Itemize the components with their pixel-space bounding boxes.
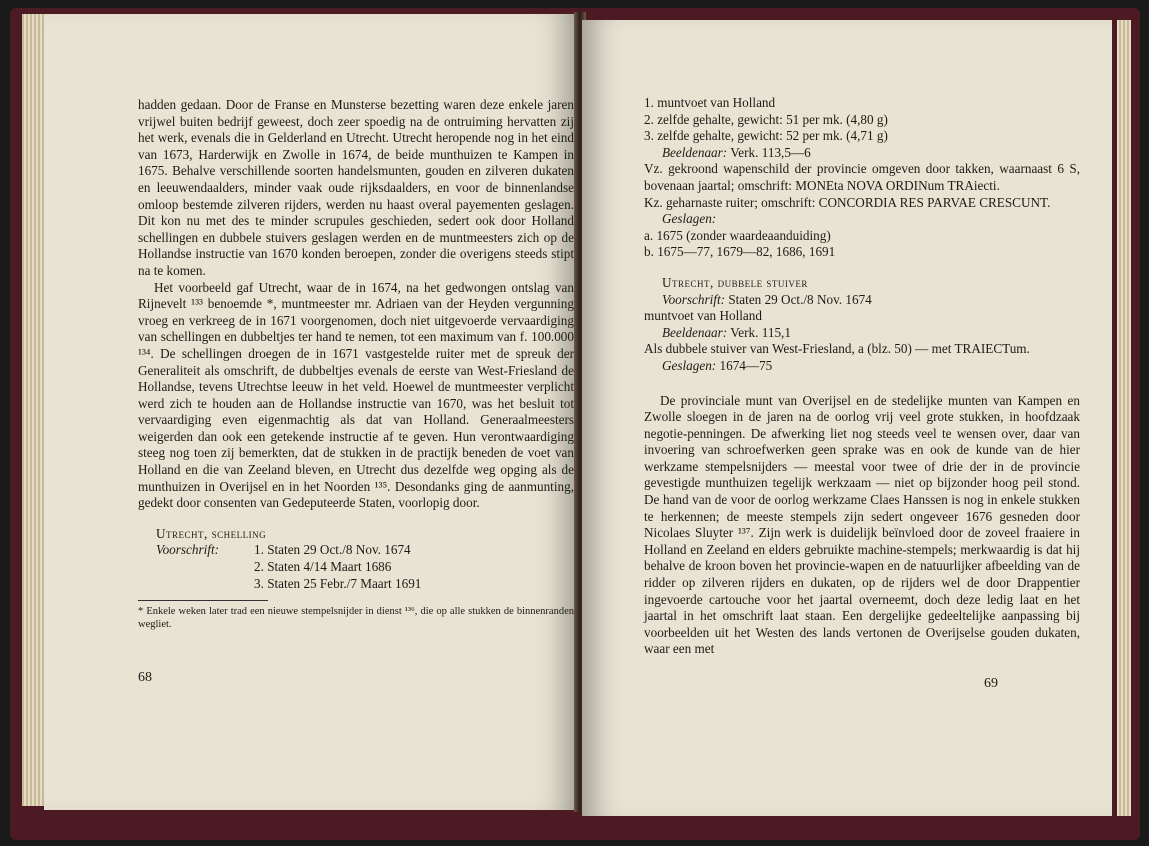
left-text-block: [138, 97, 574, 631]
vz-description: Vz. gekroond wapenschild der provincie omgeven door takken, waarnaast 6 S, bovenaan jaartal; omschrift: MONEta NOVA ORDINum TRAiecti.: [644, 161, 1080, 193]
voorschrift-row-3: [138, 576, 574, 593]
left-page: [44, 14, 576, 810]
voorschrift-row-2: [138, 559, 574, 576]
s2-muntvoet: muntvoet van Holland: [644, 308, 762, 324]
list-item: 1. muntvoet van Holland: [644, 95, 776, 110]
section2-title: Utrecht, dubbele stuiver: [662, 274, 808, 290]
footnote-divider: [138, 600, 268, 601]
section-title: Utrecht, schelling: [156, 525, 267, 541]
page-edges-left: [22, 14, 44, 806]
voorschrift-item: 1. Staten 29 Oct./8 Nov. 1674: [254, 542, 411, 558]
s2-beeldenaar-line: Beeldenaar: Verk. 115,1: [662, 324, 791, 340]
s2-geslagen-line: Geslagen: 1674—75: [662, 357, 773, 373]
geslagen-item: a. 1675 (zonder waardeaanduiding): [644, 227, 831, 243]
paragraph-2: Het voorbeeld gaf Utrecht, waar de in 1674, na het gedwongen ontslag van Rijnevelt ¹³³ benoemde *, muntmeester mr. Adriaen van der Heyden vergunning vroeg en verkreeg de in 1671 voorgenomen, doch niet uitgevoerde vervaardiging van schellingen en dubbeltjes ter hand te nemen, tot een maximum van f. 100.000 ¹³⁴. De schellingen droegen de in 1671 vastgestelde ruiter met de spreuk der Generaliteit als omschrift, de dubbeltjes evenals de eerste van West-Friesland de Hollandse, tevens Utrechtse leeuw in het veld. Hoewel de muntmeester verplicht werd zich te houden aan de Hollandse instructie van 1670, was het besluit tot vervaardiging even eigenmachtig als dat van Holland. Generaalmeesters weigerden dan ook een getekende instructie af te geven. Hun verontwaardiging steeg nog toen zij bemerkten, dat de stukken in de practijk beneden de voet van Holland en die van Zeeland bleven, en Utrecht dus dezelfde weg opging als de munthuizen in Overijsel en in het Noorden ¹³⁵. Desondanks ging de aanmunting, gedekt door consenten van Gedeputeerde Staten, voorlopig door.: [138, 279, 574, 511]
page-number-right: 69: [984, 676, 998, 691]
section-schelling: [138, 526, 574, 592]
right-page: [582, 20, 1112, 816]
right-text-block: [644, 95, 1080, 658]
paragraph-3: De provinciale munt van Overijsel en de stedelijke munten van Kampen en Zwolle sloegen in de jaren na de oorlog vrij veel grote stukken, in hoofdzaak negotie-penningen. De afwerking liet nog steeds veel te wensen over, daar van invoering van schroefwerken geen sprake was en ook de kunde van de hier werkzame stempelsnijders — meestal voor twee of drie der in de provincie gevestigde munthuizen tegelijk werkzaam — niet op bijzonder hoog peil stond. De hand van de voor de oorlog werkzame Claes Hanssen is nog in enkele stukken te herkennen; de meeste stempels zijn sedert ongeveer 1676 gesneden door Nicolaes Sluyter ¹³⁷. Zijn werk is duidelijk beïnvloed door de zoveel fraaiere in Holland en Zeeland en elders gebruikte machine-stempels; merkwaardig is dat hij behalve de kroon boven het provincie-wapen en de natuurlijker afbeelding van de ridder op zilveren rijders en dukaten, op de rijders wel de door Drappentier ingevoerde cartouche voor het jaartal overneemt, doch deze ledig laat en het jaartal in het omschrift laat staan. Een dergelijke gedeeltelijke aanpassing bij voorbeelden uit het Westen des lands vertonen de Overijselse gouden dukaten, waar een met: [644, 392, 1080, 657]
voorschrift-item: 2. Staten 4/14 Maart 1686: [254, 559, 392, 575]
paragraph-1: hadden gedaan. Door de Franse en Munsterse bezetting waren deze enkele jaren vrijwel buiten bedrijf geweest, doch zeer spoedig na de ontruiming hervatten zij het werk, evenals die in Gelderland en Utrecht. Utrecht heropende nog in het eind van 1673, Harderwijk en Zwolle in 1674, de beide munthuizen te Kampen in 1675. Behalve verschillende soorten handelsmunten, gouden en zilveren dukaten en leeuwendaalders, minder vaak oude rijksdaalders, en voor de binnenlandse omloop bestemde zilveren rijders, werden nu haast overal payementen geslagen. Dit kon nu met des te minder scrupules geschieden, sedert ook door Holland schellingen en dubbele stuivers geslagen werden en de muntmeesters zich op de Hollandse instructie van 1670 konden beroepen, zonder die overigens steeds stipt na te komen.: [138, 97, 574, 278]
section-dubbele-stuiver: [644, 275, 1080, 375]
kz-description: Kz. geharnaste ruiter; omschrift: CONCORDIA RES PARVAE CRESCUNT.: [644, 194, 1051, 210]
beeldenaar-line: Beeldenaar: Verk. 113,5—6: [662, 144, 811, 160]
s2-text: Als dubbele stuiver van West-Friesland, a (blz. 50) — met TRAIECTum.: [644, 341, 1030, 357]
voorschrift-item: 3. Staten 25 Febr./7 Maart 1691: [254, 575, 422, 591]
list-item: 2. zelfde gehalte, gewicht: 51 per mk. (4,80 g): [644, 111, 888, 127]
voorschrift-label: Voorschrift:: [156, 542, 220, 558]
geslagen-item: b. 1675—77, 1679—82, 1686, 1691: [644, 244, 836, 260]
voorschrift-row-1: [138, 542, 574, 559]
footnote: * Enkele weken later trad een nieuwe stempelsnijder in dienst ¹³⁶, die op alle stukken de binnenranden wegliet.: [138, 606, 574, 631]
page-number-left: 68: [138, 670, 152, 685]
s2-voorschrift-line: Voorschrift: Staten 29 Oct./8 Nov. 1674: [662, 291, 872, 307]
geslagen-label: Geslagen:: [662, 211, 717, 227]
list-item: 3. zelfde gehalte, gewicht: 52 per mk. (4,71 g): [644, 128, 888, 144]
page-edges-right: [1117, 20, 1131, 816]
